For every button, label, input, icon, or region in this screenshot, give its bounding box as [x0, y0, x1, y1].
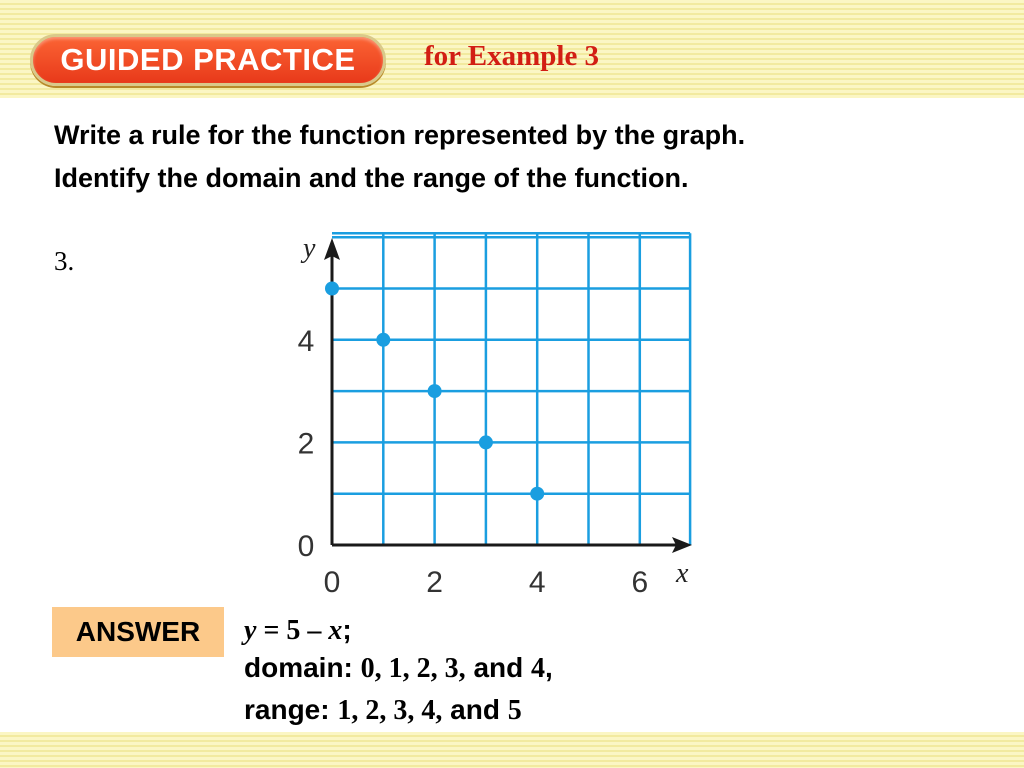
domain-label: domain:	[244, 652, 361, 683]
guided-practice-label: GUIDED PRACTICE	[60, 42, 356, 77]
answer-range	[244, 694, 522, 727]
x-axis-label: x	[676, 558, 689, 589]
domain-and: and	[465, 652, 532, 683]
y-tick-label: 2	[297, 427, 315, 461]
domain-last: 4	[531, 653, 546, 684]
rule-y: y	[244, 615, 257, 646]
data-point	[530, 487, 544, 501]
y-tick-label: 4	[297, 324, 315, 358]
domain-values: 0, 1, 2, 3,	[360, 653, 466, 684]
data-point	[376, 333, 390, 347]
range-values: 1, 2, 3, 4,	[337, 695, 443, 726]
rule-end: ;	[342, 614, 352, 645]
range-label: range:	[244, 694, 338, 725]
domain-end: ,	[545, 652, 553, 683]
tick-labels	[298, 325, 648, 599]
data-point	[479, 435, 493, 449]
rule-equation: = 5 –	[256, 615, 329, 646]
rule-x: x	[328, 615, 343, 646]
data-point	[428, 384, 442, 398]
instruction-line-1: Write a rule for the function represented by the graph.	[54, 120, 746, 150]
answer-domain	[244, 652, 553, 685]
y-tick-label: 0	[297, 530, 315, 563]
x-tick-label: 6	[631, 566, 649, 599]
range-and: and	[442, 694, 508, 725]
x-tick-label: 4	[528, 566, 546, 599]
y-axis-label: y	[303, 233, 316, 264]
example-reference: for Example 3	[424, 40, 600, 72]
range-last: 5	[507, 695, 522, 726]
x-tick-label: 2	[426, 566, 443, 599]
x-tick-label: 0	[323, 566, 341, 599]
grid-lines	[332, 233, 690, 545]
instruction-line-2: Identify the domain and the range of the function.	[54, 163, 689, 193]
data-point	[325, 282, 339, 296]
axes	[324, 238, 692, 553]
problem-number: 3.	[54, 246, 75, 276]
answer-label: ANSWER	[52, 607, 224, 657]
answer-rule	[244, 614, 352, 647]
